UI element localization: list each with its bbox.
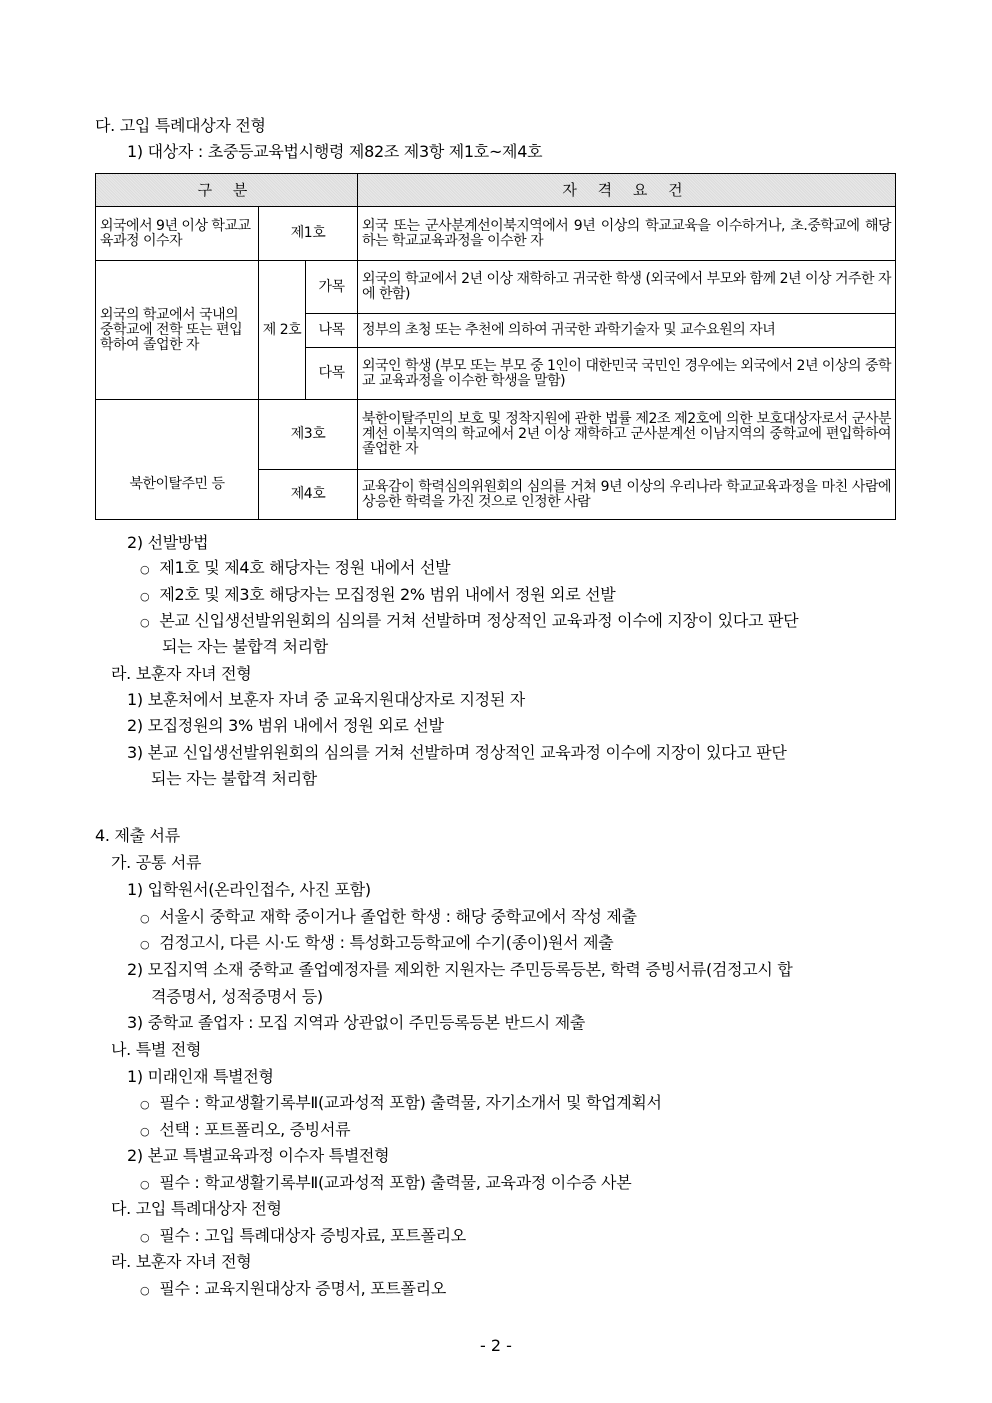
veteran-bullet: ○ 필수 : 교육지원대상자 증명서, 포트폴리오 [140,1279,446,1298]
category-cell: 북한이탈주민 등 [96,400,259,520]
common-docs-title: 가. 공통 서류 [111,853,202,872]
requirement-cell: 외국인 학생 (부모 또는 부모 중 1인이 대한민국 국민인 경우에는 외국에서 2년 이상의 중학교 교육과정을 이수한 학생을 말함) [358,348,896,400]
table-row [96,400,896,470]
bullet-icon: ○ [140,1178,150,1191]
special-bullet: ○ 선택 : 포트폴리오, 증빙서류 [140,1120,351,1139]
selection-bullet: ○ 본교 신입생선발위원회의 심의를 거쳐 선발하며 정상적인 교육과정 이수에 지장이 있다고 판단 [140,611,799,630]
requirement-cell: 외국 또는 군사분계선이북지역에서 9년 이상의 학교교육을 이수하거나, 초.중학교에 해당하는 학교교육과정을 이수한 자 [358,207,896,261]
common-item-2-cont: 격증명서, 성적증명서 등) [151,987,323,1006]
section-ra-item-cont: 되는 자는 불합격 처리함 [151,769,317,788]
page-number: - 2 - [480,1336,512,1355]
bullet-icon: ○ [140,616,150,629]
special-docs-title: 나. 특별 전형 [111,1040,202,1059]
bullet-icon: ○ [140,1098,150,1111]
bullet-icon: ○ [140,1125,150,1138]
bullet-icon: ○ [140,590,150,603]
section-da-target: 1) 대상자 : 초중등교육법시행령 제82조 제3항 제1호~제4호 [127,142,543,161]
header-requirement: 자 격 요 건 [358,174,896,207]
exception-docs-title: 다. 고입 특례대상자 전형 [111,1199,282,1218]
category-cell: 외국의 학교에서 국내의 중학교에 전학 또는 편입학하여 졸업한 자 [96,261,259,400]
special-item-1: 1) 미래인재 특별전형 [127,1067,274,1086]
common-item-1: 1) 입학원서(온라인접수, 사진 포함) [127,880,371,899]
bullet-icon: ○ [140,1231,150,1244]
common-bullet: ○ 서울시 중학교 재학 중이거나 졸업한 학생 : 해당 중학교에서 작성 제출 [140,907,637,926]
requirement-cell: 교육감이 학력심의위원회의 심의를 거쳐 9년 이상의 우리나라 학교교육과정을 마친 사람에 상응한 학력을 가진 것으로 인정한 사람 [358,470,896,520]
header-category: 구 분 [96,174,358,207]
section-ra-title: 라. 보훈자 자녀 전형 [111,664,252,683]
section-4-title: 4. 제출 서류 [95,826,180,845]
section-ra-item: 3) 본교 신입생선발위원회의 심의를 거쳐 선발하며 정상적인 교육과정 이수에 지장이 있다고 판단 [127,743,787,762]
selection-title: 2) 선발방법 [127,533,209,552]
code-cell: 제1호 [259,207,358,261]
requirement-cell: 북한이탈주민의 보호 및 정착지원에 관한 법률 제2조 제2호에 의한 보호대상자로서 군사분계선 이북지역의 학교에서 2년 이상 재학하고 군사분계선 이남지역의 중학교에 편입학하여 졸업한 자 [358,400,896,470]
category-cell: 외국에서 9년 이상 학교교육과정 이수자 [96,207,259,261]
bullet-icon: ○ [140,1284,150,1297]
requirement-cell: 정부의 초청 또는 추천에 의하여 귀국한 과학기술자 및 교수요원의 자녀 [358,314,896,348]
selection-bullet: ○ 제2호 및 제3호 해당자는 모집정원 2% 범위 내에서 정원 외로 선발 [140,585,616,604]
table-row [96,207,896,261]
selection-bullet-cont: 되는 자는 불합격 처리함 [162,637,328,656]
code-cell: 제3호 [259,400,358,470]
common-item-3: 3) 중학교 졸업자 : 모집 지역과 상관없이 주민등록등본 반드시 제출 [127,1013,586,1032]
sub-cell: 나목 [306,314,358,348]
exception-bullet: ○ 필수 : 고입 특례대상자 증빙자료, 포트폴리오 [140,1226,466,1245]
requirement-cell: 외국의 학교에서 2년 이상 재학하고 귀국한 학생 (외국에서 부모와 함께 2년 이상 거주한 자에 한함) [358,261,896,314]
section-ra-item: 1) 보훈처에서 보훈자 자녀 중 교육지원대상자로 지정된 자 [127,690,525,709]
common-bullet: ○ 검정고시, 다른 시·도 학생 : 특성화고등학교에 수기(종이)원서 제출 [140,933,614,952]
common-item-2: 2) 모집지역 소재 중학교 졸업예정자를 제외한 지원자는 주민등록등본, 학력 증빙서류(검정고시 합 [127,960,793,979]
section-da-title: 다. 고입 특례대상자 전형 [95,116,266,135]
eligibility-table [95,173,896,520]
bullet-icon: ○ [140,563,150,576]
code-cell: 제4호 [259,470,358,520]
special-bullet: ○ 필수 : 학교생활기록부Ⅱ(교과성적 포함) 출력물, 자기소개서 및 학업계획서 [140,1093,662,1112]
sub-cell: 가목 [306,261,358,314]
bullet-icon: ○ [140,912,150,925]
code-cell: 제 2호 [259,261,306,400]
bullet-icon: ○ [140,938,150,951]
section-ra-item: 2) 모집정원의 3% 범위 내에서 정원 외로 선발 [127,716,444,735]
special-bullet: ○ 필수 : 학교생활기록부Ⅱ(교과성적 포함) 출력물, 교육과정 이수증 사본 [140,1173,632,1192]
selection-bullet: ○ 제1호 및 제4호 해당자는 정원 내에서 선발 [140,558,451,577]
special-item-2: 2) 본교 특별교육과정 이수자 특별전형 [127,1146,390,1165]
table-row [96,261,896,314]
veteran-docs-title: 라. 보훈자 자녀 전형 [111,1252,252,1271]
table-header-row [96,174,896,207]
sub-cell: 다목 [306,348,358,400]
